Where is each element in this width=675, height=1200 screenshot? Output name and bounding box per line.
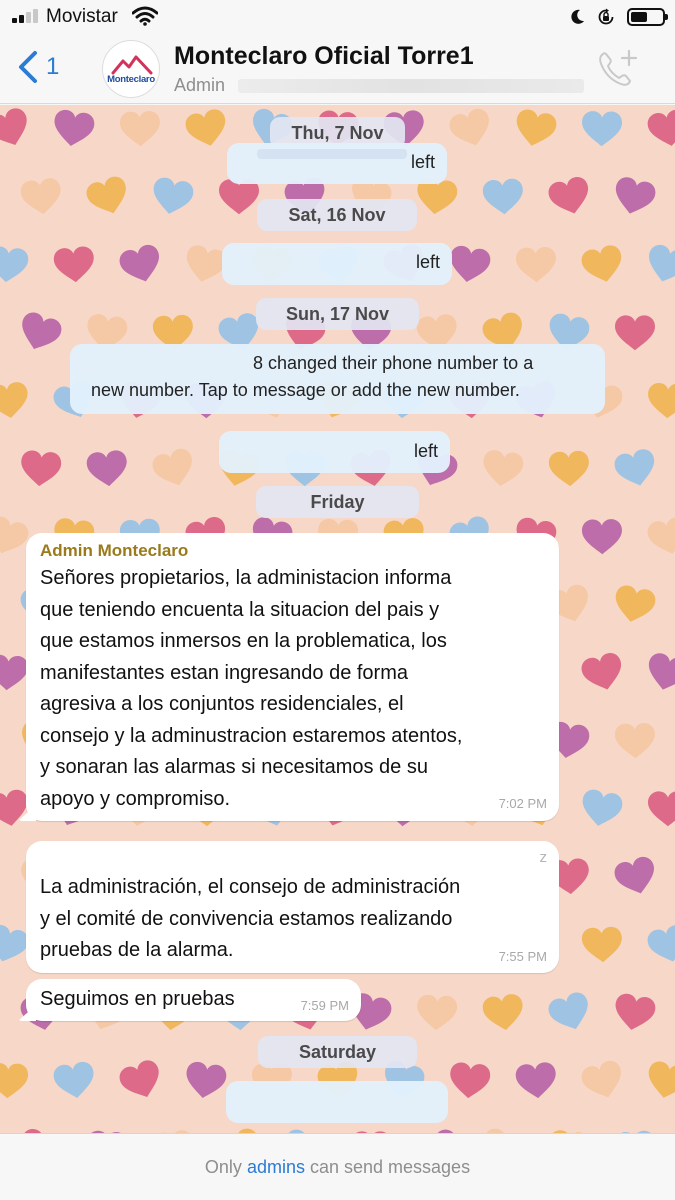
message-bubble[interactable] bbox=[26, 533, 559, 821]
date-separator: Thu, 7 Nov bbox=[270, 117, 405, 149]
system-message-text: left bbox=[410, 152, 435, 172]
date-separator: Friday bbox=[256, 486, 419, 518]
chat-header bbox=[0, 34, 675, 104]
group-avatar[interactable] bbox=[102, 40, 160, 98]
group-avatar-text: Monteclaro bbox=[107, 74, 155, 85]
system-message-left bbox=[227, 143, 447, 184]
wifi-icon bbox=[132, 6, 158, 26]
sender-name-fragment: z bbox=[539, 849, 547, 866]
chat-area[interactable] bbox=[0, 105, 675, 1133]
message-bubble[interactable] bbox=[26, 979, 361, 1021]
message-bubble[interactable] bbox=[26, 841, 559, 973]
system-message-phone-change[interactable] bbox=[70, 344, 605, 414]
rotation-lock-icon bbox=[597, 8, 615, 26]
system-message bbox=[226, 1081, 448, 1123]
date-separator: Saturday bbox=[258, 1036, 417, 1068]
do-not-disturb-moon-icon bbox=[569, 9, 585, 25]
chat-title[interactable]: Monteclaro Oficial Torre1 bbox=[174, 42, 474, 70]
message-time: 7:55 PM bbox=[498, 949, 547, 964]
chat-participants[interactable]: Admin bbox=[174, 75, 226, 95]
admins-only-notice: Only admins can send messages bbox=[0, 1133, 675, 1200]
system-message-text: 8 changed their phone number to a bbox=[253, 353, 534, 373]
system-message-left bbox=[222, 243, 452, 285]
sender-name[interactable]: Admin Monteclaro bbox=[40, 541, 189, 560]
message-text: Seguimos en pruebas bbox=[40, 988, 235, 1010]
redacted-participants bbox=[238, 79, 584, 93]
unread-count: 1 bbox=[46, 53, 60, 80]
status-bar bbox=[0, 0, 675, 34]
admins-link[interactable]: admins bbox=[246, 1157, 305, 1177]
message-time: 7:02 PM bbox=[498, 796, 547, 811]
mountain-logo-icon bbox=[103, 41, 160, 98]
system-message-text: new number. Tap to message or add the new number. bbox=[91, 380, 520, 400]
chevron-left-icon bbox=[16, 50, 38, 84]
system-message-text: left bbox=[415, 252, 440, 272]
system-message-text: left bbox=[413, 441, 438, 461]
message-text: Señores propietarios, la administacion informa que teniendo encuenta la situacion del pais y que estamos inmersos en la problematica, los manifestantes estan ingresando de forma agresiva a los conjuntos residenciales, el consejo y la adminustracion estaremos atentos, y sonaran las alarmas si necesitamos de su apoyo y compromiso. bbox=[40, 567, 463, 810]
date-separator: Sun, 17 Nov bbox=[256, 298, 419, 330]
back-button[interactable] bbox=[16, 50, 59, 84]
add-call-icon[interactable] bbox=[596, 48, 638, 88]
battery-icon bbox=[627, 8, 665, 26]
carrier-name: Movistar bbox=[46, 6, 118, 27]
message-time: 7:59 PM bbox=[300, 998, 349, 1013]
signal-strength-icon bbox=[12, 9, 40, 23]
date-separator: Sat, 16 Nov bbox=[257, 199, 417, 231]
message-text: La administración, el consejo de administración y el comité de convivencia estamos realizando pruebas de la alarma. bbox=[40, 876, 461, 961]
system-message-left bbox=[219, 431, 450, 473]
